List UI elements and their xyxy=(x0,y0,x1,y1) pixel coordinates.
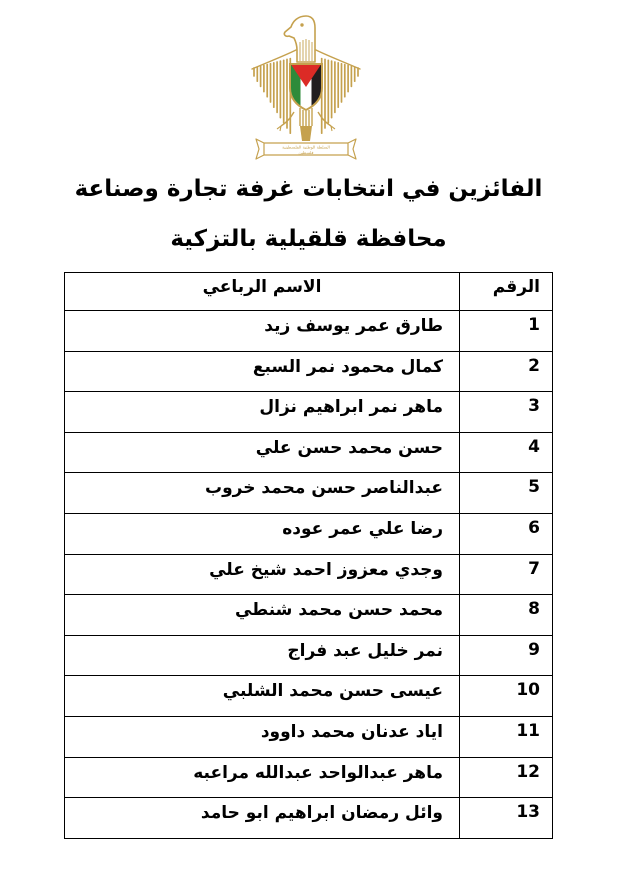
winner-name-cell: ماهر نمر ابراهيم نزال xyxy=(65,392,460,433)
winner-name-cell: نمر خليل عبد فراج xyxy=(65,635,460,676)
table-row xyxy=(65,432,553,473)
winner-number-cell: 2 xyxy=(460,351,553,392)
winner-number-cell: 9 xyxy=(460,635,553,676)
winner-name-cell: اياد عدنان محمد داوود xyxy=(65,716,460,757)
palestine-flag-shield xyxy=(290,63,322,110)
winner-name-cell: عيسى حسن محمد الشلبي xyxy=(65,676,460,717)
winner-name-cell: رضا علي عمر عوده xyxy=(65,513,460,554)
table-row xyxy=(65,392,553,433)
table-row xyxy=(65,635,553,676)
winner-name-cell: ماهر عبدالواحد عبدالله مراعبه xyxy=(65,757,460,798)
palestinian-eagle-emblem xyxy=(240,12,372,160)
eagle-eye xyxy=(300,23,303,26)
winner-number-cell: 7 xyxy=(460,554,553,595)
document-title-line1: الفائزين في انتخابات غرفة تجارة وصناعة xyxy=(74,176,543,202)
winner-name-cell: عبدالناصر حسن محمد خروب xyxy=(65,473,460,514)
winner-number-cell: 13 xyxy=(460,798,553,839)
table-row xyxy=(65,757,553,798)
banner-text-line1: السلطة الوطنية الفلسطينية xyxy=(282,144,330,150)
table-row xyxy=(65,311,553,352)
eagle-head xyxy=(284,16,315,62)
winner-number-cell: 4 xyxy=(460,432,553,473)
winner-name-cell: وجدي معزوز احمد شيخ علي xyxy=(65,554,460,595)
document-title-line2: محافظة قلقيلية بالتزكية xyxy=(170,226,447,252)
winner-name-cell: محمد حسن محمد شنطي xyxy=(65,595,460,636)
winner-name-cell: وائل رمضان ابراهيم ابو حامد xyxy=(65,798,460,839)
winner-number-cell: 8 xyxy=(460,595,553,636)
table-row xyxy=(65,676,553,717)
table-row xyxy=(65,716,553,757)
header-row xyxy=(65,273,553,311)
table-row xyxy=(65,554,553,595)
winner-number-cell: 10 xyxy=(460,676,553,717)
winners-table-body xyxy=(65,311,553,839)
winner-number-cell: 12 xyxy=(460,757,553,798)
winner-number-cell: 1 xyxy=(460,311,553,352)
winner-number-cell: 3 xyxy=(460,392,553,433)
table-row xyxy=(65,351,553,392)
winner-number-cell: 5 xyxy=(460,473,553,514)
winner-name-cell: حسن محمد حسن علي xyxy=(65,432,460,473)
winners-table-header xyxy=(65,273,553,311)
winner-number-cell: 6 xyxy=(460,513,553,554)
winner-name-cell: طارق عمر يوسف زيد xyxy=(65,311,460,352)
eagle-tail xyxy=(277,108,335,141)
table-row xyxy=(65,595,553,636)
winners-table xyxy=(64,272,553,839)
winner-number-cell: 11 xyxy=(460,716,553,757)
table-row xyxy=(65,473,553,514)
table-row xyxy=(65,513,553,554)
name-column-header: الاسم الرباعي xyxy=(65,273,460,311)
banner-text-line2: فلسطين xyxy=(298,149,314,155)
number-column-header: الرقم xyxy=(460,273,553,311)
banner-ribbon xyxy=(256,139,356,159)
table-row xyxy=(65,798,553,839)
winner-name-cell: كمال محمود نمر السبع xyxy=(65,351,460,392)
